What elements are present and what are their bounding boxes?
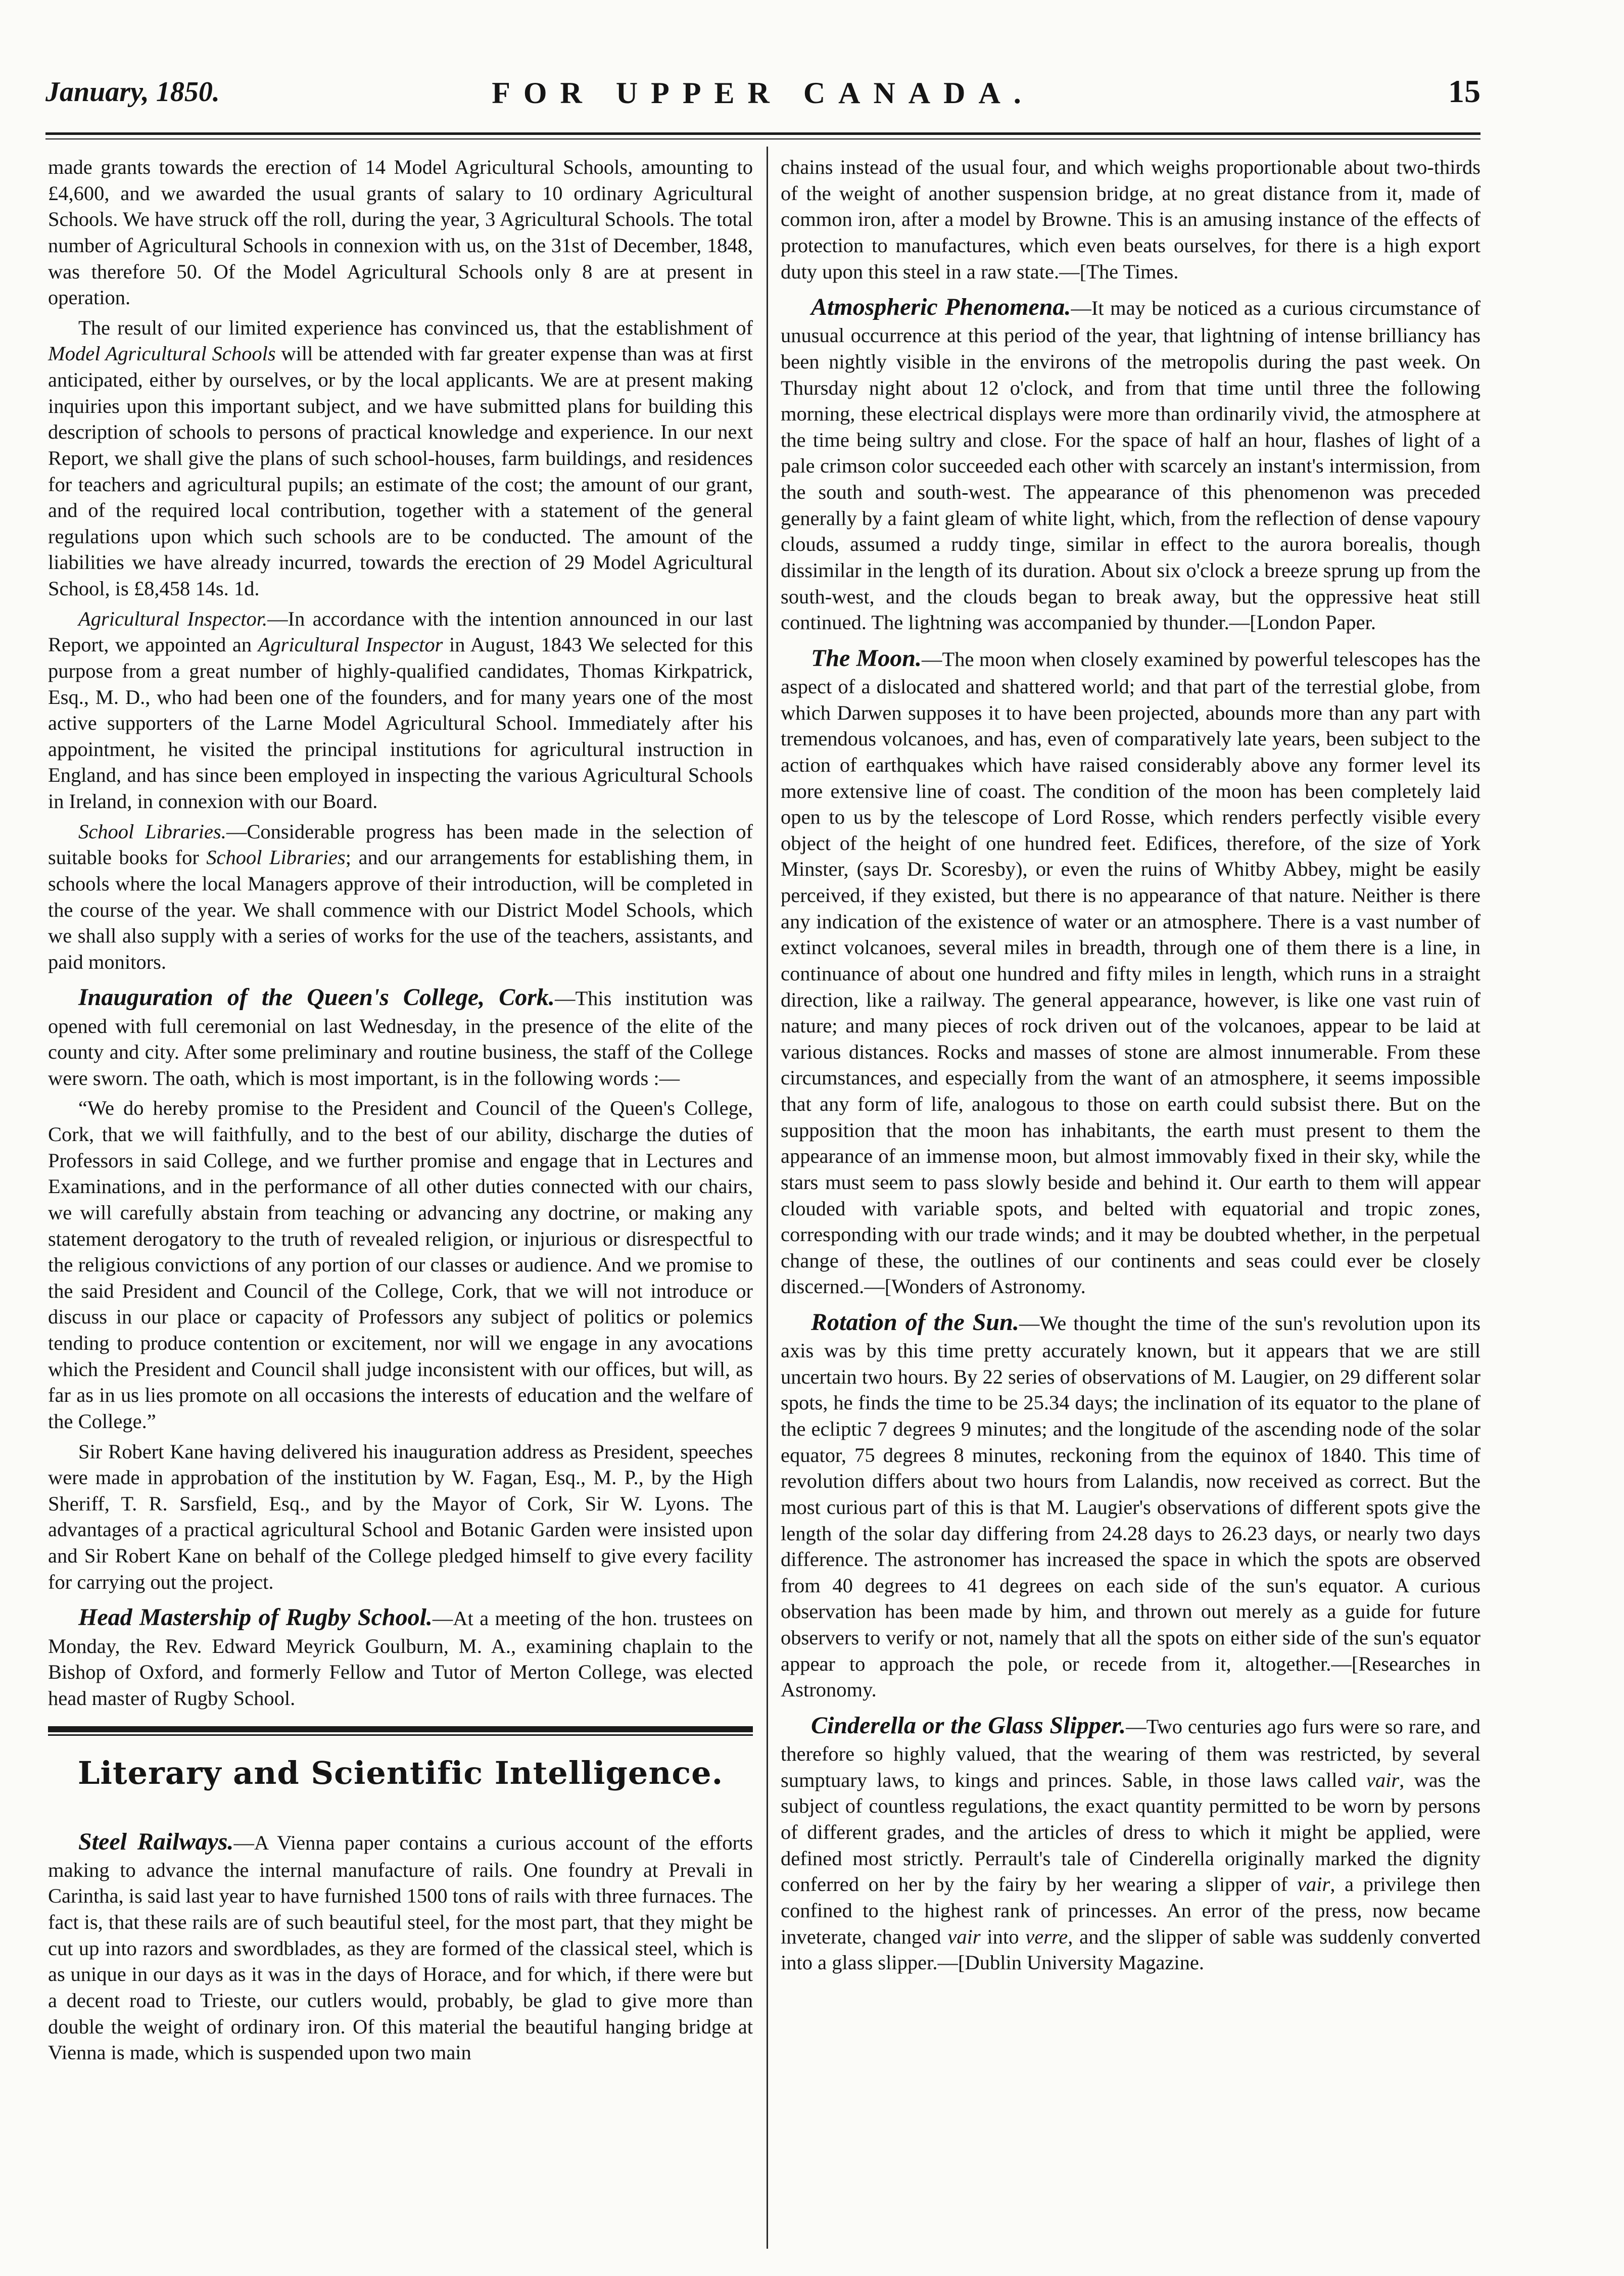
header-rule-thin bbox=[45, 138, 1480, 139]
italic-term: vair bbox=[1366, 1768, 1400, 1791]
paragraph-heading: Steel Railways. bbox=[78, 1828, 234, 1855]
text-run: , and the slipper of sable was suddenly converted into a glass slipper.—[Dublin University Magazine. bbox=[781, 1925, 1480, 1974]
separator-rule-thick bbox=[48, 1726, 753, 1732]
text-run: —We thought the time of the sun's revolution upon its axis was by this time pretty accurately known, but it appears that we are still uncertain two hours. By 22 series of observations of M. Laugier, on 29 different solar spots, he finds the time to be 25.34 days; the inclination of its equator to the plane of the ecliptic 7 degrees 9 minutes; and the longitude of the ascending node of the solar equator, 75 degrees 8 minutes, reckoning from the equinox of 1840. This time of revolution differs about two hours from Lalandis, now received as correct. But the most curious part of this is that M. Laugier's observations of different spots give the length of the solar day differing from 24.28 days to 26.23 days, or nearly two days difference. The astronomer has increased the space in which the spots are observed from 40 degrees to 41 degrees on each side of the sun's equator. A curious observation has been made by him, and thrown out merely as a guide for future observers to verify or not, namely that all the spots on either side of the sun's equator appear to approach the pole, or recede from it, altogether.—[Researches in Astronomy. bbox=[781, 1312, 1480, 1701]
paragraph-limited-experience bbox=[48, 315, 753, 602]
text-run: —Two centuries ago furs were so rare, and therefore so highly valued, that the wearing of them was restricted, by several sumptuary laws, to kings and princes. Sable, in those laws called bbox=[781, 1715, 1480, 1791]
italic-term: verre bbox=[1025, 1925, 1068, 1948]
text-run: —It may be noticed as a curious circumstance of unusual occurrence at this period of the year, that lightning of intense brilliancy has been nightly visible in the environs of the metropolis during the past week. On Thursday night about 12 o'clock, and from that time until three the following morning, these electrical displays were more than ordinarily vivid, the atmosphere at the time being sultry and close. For the space of half an hour, flashes of light of a pale crimson color succeeded each other with scarcely an instant's intermission, from the south and south-west. The appearance of this phenomenon was preceded generally by a faint gleam of white light, which, from the reflection of dense vapoury clouds, assumed a ruddy tinge, similar in effect to the aurora borealis, though dissimilar in the length of its duration. About six o'clock a breeze sprung up from the south-west, and the clouds began to break away, but the oppressive heat still continued. The lightning was accompanied by thunder.—[London Paper. bbox=[781, 297, 1480, 634]
left-column bbox=[48, 154, 753, 2070]
paragraph-model-schools: made grants towards the erection of 14 Model Agricultural Schools, amounting to £4,600, and we awarded the usual grants of salary to 10 ordinary Agricultural Schools. We have struck off the roll, during the year, 3 Agricultural Schools. The total number of Agricultural Schools in connexion with us, on the 31st of December, 1848, was therefore 50. Of the Model Agricultural Schools only 8 are at present in operation. bbox=[48, 156, 753, 309]
text-run: —At a meeting of the hon. trustees on Monday, the Rev. Edward Meyrick Goulburn, M. A., examining chaplain to the Bishop of Oxford, and formerly Fellow and Tutor of Merton College, was elected head master of Rugby School. bbox=[48, 1607, 753, 1710]
text-run: ; and our arrangements for establishing them, in schools where the local Managers approve of their introduction, will be completed in the course of the year. We shall commence with our District Model Schools, which we shall also supply with a series of works for the use of the teachers, assistants, and paid monitors. bbox=[48, 846, 753, 973]
paragraph-agricultural-inspector bbox=[48, 606, 753, 815]
text-run: , was the subject of countless regulations, the exact quantity permitted to be worn by persons of different grades, and the articles of dress to which it might be applied, were defined most strictly. Perrault's tale of Cinderella originally marked the dignity conferred on her by the fairy by her wearing a slipper of bbox=[781, 1768, 1481, 1896]
italic-term: School Libraries bbox=[206, 846, 346, 869]
text-run: —A Vienna paper contains a curious account of the efforts making to advance the internal manufacture of rails. One foundry at Prevali in Carintha, is said last year to have furnished 1500 tons of rails with three furnaces. The fact is, that these rails are of such beautiful steel, for the most part, that they might be cut up into razors and swordblades, as they are formed of the classical steel, which is as unique in our days as it was in the days of Horace, and for which, if there were but a decent road to Trieste, our cutlers would, probably, be glad to give more than double the weight of ordinary iron. Of this material the beautiful hanging bridge at Vienna is made, which is suspended upon two main bbox=[48, 1831, 753, 2064]
text-run: —The moon when closely examined by powerful telescopes has the aspect of a dislocated and shattered world; and that part of the terrestial globe, from which Darwen supposes it to have been projected, abounds more than any part with tremendous volcanoes, and has, even of comparatively late years, been subject to the action of earthquakes which have raised considerably above any former level its more extensive line of coast. The condition of the moon has been completely laid open to us by the telescope of Lord Rosse, which renders perfectly visible every object of the height of one hundred feet. Edifices, therefore, of the size of York Minster, (says Dr. Scoresby), or even the ruins of Whitby Abbey, might be easily perceived, if they existed, but there is no appearance of that nature. Neither is there any indication of the existence of water or an atmosphere. There is a vast number of extinct volcanoes, several miles in breadth, through one of them there is a line, in continuance of about one hundred and fifty miles in length, which runs in a straight direction, like a railway. The general appearance, however, is like one vast ruin of nature; and many pieces of rock driven out of the volcanoes, appear to be laid at various distances. Rocks and masses of stone are almost innumerable. From these circumstances, and especially from the want of an atmosphere, it seems impossible that any form of life, analogous to those on earth could subsist there. But on the supposition that the moon has inhabitants, the earth must present to them the appearance of an immense moon, but almost immovably fixed in their sky, while the stars must seem to pass slowly beside and behind it. Our earth to them will appear clouded with variable spots, and belted with equatorial and tropic zones, corresponding with our trade winds; and it may be doubted whether, in the perpetual change of these, the outlines of our continents and seas could ever be closely discerned.—[Wonders of Astronomy. bbox=[781, 647, 1480, 1298]
paragraph-heading: Inauguration of the Queen's College, Cork. bbox=[78, 984, 555, 1011]
text-run: in August, 1843 We selected for this purpose from a great number of highly-qualified candidates, Thomas Kirkpatrick, Esq., M. D., who had been one of the founders, and for many years one of the most active supporters of the Larne Model Agricultural School. Immediately after his appointment, he visited the principal institutions for agricultural instruction in England, and has since been employed in inspecting the various Agricultural Schools in Ireland, in connexion with our Board. bbox=[48, 633, 753, 813]
text-run: into bbox=[980, 1925, 1026, 1948]
paragraph-suspension-bridge: chains instead of the usual four, and which weighs proportionable about two-thirds of the weight of another suspension bridge, at no great distance from it, made of common iron, after a model by Browne. This is an amusing instance of the effects of protection to manufactures, which even beats ourselves, for there is a high export duty upon this steel in a raw state.—[The Times. bbox=[781, 156, 1480, 283]
right-column bbox=[781, 154, 1480, 1980]
paragraph-heading: Agricultural Inspector. bbox=[78, 607, 268, 630]
text-run: —This institution was opened with full ceremonial on last Wednesday, in the presence of the elite of the county and city. After some preliminary and routine business, the staff of the College were sworn. The oath, which is most important, is in the following words :— bbox=[48, 987, 753, 1089]
paragraph-heading: Atmospheric Phenomena. bbox=[811, 294, 1071, 321]
paragraph-heading: Rotation of the Sun. bbox=[811, 1309, 1019, 1336]
running-head bbox=[45, 73, 1480, 121]
paragraph-heading: The Moon. bbox=[811, 644, 922, 672]
paragraph-queens-college bbox=[48, 982, 753, 1091]
text-run: will be attended with far greater expense than was at first anticipated, either by ourselves, or by the local applicants. We are at present making inquiries upon this important subject, and we have submitted plans for building this description of schools to persons of practical knowledge and experience. In our next Report, we shall give the plans of such school-houses, farm buildings, and residences for teachers and agricultural pupils; an estimate of the cost; the amount of our grant, and of the required local contribution, together with a statement of the general regulations upon which such schools are to be conducted. The amount of the liabilities we have already incurred, towards the erection of 29 Model Agricultural School, is £8,458 14s. 1d. bbox=[48, 342, 753, 600]
paragraph-rugby-school bbox=[48, 1602, 753, 1711]
paragraph-steel-railways bbox=[48, 1826, 753, 2066]
separator-rule-thin bbox=[48, 1734, 753, 1736]
paragraph-atmospheric-phenomena bbox=[781, 292, 1480, 636]
paragraph-cinderella bbox=[781, 1710, 1480, 1976]
text-run: , a privilege then confined to the highest rank of princesses. An error of the press, now became inveterate, changed bbox=[781, 1873, 1481, 1948]
issue-date: January, 1850. bbox=[45, 76, 220, 108]
paragraph-robert-kane: Sir Robert Kane having delivered his inauguration address as President, speeches were made in approbation of the institution by W. Fagan, Esq., M. P., by the High Sheriff, T. R. Sarsfield, Esq., and by the Mayor of Cork, Sir W. Lyons. The advantages of a practical agricultural School and Botanic Garden were insisted upon and Sir Robert Kane on behalf of the College pledged himself to give every facility for carrying out the project. bbox=[48, 1440, 753, 1593]
section-heading: Literary and Scientific Intelligence. bbox=[77, 1755, 724, 1792]
section-separator bbox=[48, 1726, 753, 1736]
italic-term: vair bbox=[1297, 1873, 1330, 1896]
page-number: 15 bbox=[1448, 73, 1480, 109]
italic-term: vair bbox=[947, 1925, 981, 1948]
text-run: —Considerable progress has been made in the selection of suitable books for bbox=[48, 820, 753, 869]
paragraph-the-moon bbox=[781, 643, 1480, 1300]
paragraph-heading: School Libraries. bbox=[78, 820, 226, 843]
text-run: The result of our limited experience has convinced us, that the establishment of bbox=[78, 316, 753, 339]
text-run: —In accordance with the intention announced in our last Report, we appointed an bbox=[48, 607, 753, 656]
column-divider bbox=[767, 147, 768, 2249]
paragraph-school-libraries bbox=[48, 819, 753, 975]
header-rule-thick bbox=[45, 132, 1480, 135]
paragraph-rotation-of-sun bbox=[781, 1307, 1480, 1703]
publication-title: FOR UPPER CANADA. bbox=[492, 76, 1034, 110]
paragraph-heading: Cinderella or the Glass Slipper. bbox=[811, 1712, 1126, 1739]
italic-term: Model Agricultural Schools bbox=[48, 342, 276, 365]
italic-term: Agricultural Inspector bbox=[258, 633, 443, 656]
paragraph-heading: Head Mastership of Rugby School. bbox=[78, 1604, 433, 1631]
oath-quotation: “We do hereby promise to the President and Council of the Queen's College, Cork, that we will faithfully, and to the best of our ability, discharge the duties of Professors in said College, and we further promise and engage that in Lectures and Examinations, and in the performance of all other duties connected with our chairs, we will carefully abstain from teaching or advancing any doctrine, or making any statement derogatory to the truth of revealed religion, or injurious or disrespectful to the religious convictions of any portion of our classes or audience. And we promise to the said President and Council of the College, Cork, that we will not introduce or discuss in our place or capacity of Professors any subject of politics or polemics tending to produce contention or excitement, nor will we engage in any avocations which the President and Council shall judge inconsistent with our offices, but will, as far as in us lies promote on all occasions the interests of education and the welfare of the College.” bbox=[48, 1097, 753, 1433]
